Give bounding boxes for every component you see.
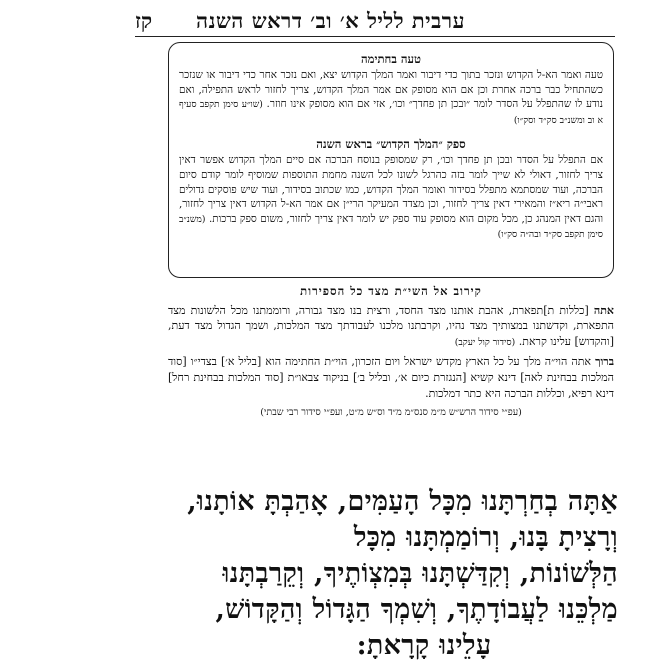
commentary-source-baruch: (עפ״י סידור הרש״ש מ״מ סנס״מ מ״ד וס״ש מ״ט, ועפ״י סידור רבי שבתי) <box>260 407 522 419</box>
page-number: קז <box>135 8 153 33</box>
commentary-paragraph-baruch <box>168 354 614 401</box>
page-header <box>135 6 615 37</box>
prayer-line: וְרָצִיתָ בָּנוּ, וְרוֹמַמְתָּנוּ מִכָּל <box>353 522 618 553</box>
box-paragraph-doubt <box>179 153 603 243</box>
prayer-text <box>140 484 618 664</box>
box-source-doubt: (משנ״ב סימן תקפב סק״ד ובה״ה סק״ו) <box>179 213 603 241</box>
box-paragraph-doubt-text: אם התפלל על הסדר ובכן תן פחדך וכו׳, רק שמסופק בנוסח הברכה אם סיים המלך הקדוש אפשר דאין צריך לחזור, דאולי לא שייך לומר בזה כהרגל לשונו לכל השנה מחמת התוספות שמוסיף לומר קודם סיום הברכה, ועוד שמסתמא מתפלל בסידור ואומר המלך הקדוש, כמו שכתוב בסידור, ועוד שיש פוסקים גדולים ראבי״ה ריא״ז והמאירי דאין צריך לחזור, וכן מצדד המעיקר הרי״ן אם אמר הא-ל הקדוש דאין צריך לחזור, והגם דאין המנהג כן, מכל מקום הוא מסופק עוד ספק יש לומר דאין צריך לחזור, משום ספק ברכות. <box>179 154 603 225</box>
commentary-lead-word-baruch: ברוך <box>595 355 615 369</box>
box-heading-mistake: טעה בחתימה <box>361 52 421 66</box>
box-heading-doubt: ספק ״המלך הקדוש״ בראש השנה <box>316 137 466 152</box>
prayer-line: הַלְּשׁוֹנוֹת, וְקִדַּשְׁתָּנוּ בְּמִצְוֹתֶיךָ, וְקֵרַבְתָּנוּ <box>222 558 618 589</box>
prayer-line: מַלְכֵּנוּ לַעֲבוֹדָתֶךָ, וְשִׁמְךָ הַגָּדוֹל וְהַקָּדוֹשׁ, <box>215 594 618 625</box>
commentary-text-ata: [כללות ת]תפארת, אהבת אותנו מצד החסד, ורצית בנו מצד גבורה, ורוממתנו מכל הלשונות מצד התפארת, וקדשתנו במצותיך מצד נהיו, וקרבתנו מלכנו לעבודתך מצד המלכות, ושמך הגדול מצד דעת, [והקדוש] עלינו קראת. <box>168 303 614 348</box>
box-source-mistake: (שו״ע סימן תקפב סעיף א וב ומשנ״ב סק״ד וסק״ו) <box>179 99 603 126</box>
box-paragraph-mistake <box>179 68 603 128</box>
prayer-line: אַתָּה בְחַרְתָּנוּ מִכָּל הָעַמִּים, אָהַבְתָּ אוֹתָנוּ, <box>187 486 618 517</box>
commentary-paragraph-ata <box>168 303 614 351</box>
halacha-box <box>168 42 614 278</box>
commentary-section <box>168 282 614 421</box>
running-title: ערבית לליל א׳ וב׳ דראש השנה <box>196 8 465 33</box>
prayer-line: עָלֵינוּ קָרָאתָ: <box>356 630 492 661</box>
commentary-heading: קירוב אל השי״ת מצד כל הספירות <box>300 284 482 298</box>
commentary-lead-word-ata: אתה <box>593 303 614 317</box>
commentary-source-ata: (סידור קול יעקב) <box>454 336 516 348</box>
commentary-text-baruch: אתה הוי״ה מלך על כל הארץ מקדש ישראל ויום הזכרון, הוי״ת החתימה הוא [בליל א׳] בצדי״ו [סוד המלכות בבחינת לאה] דינא קשיא [הנגזרת כיום א׳, ובליל ב׳] בניקוד צבאו״ת [סוד המלכות בבחינת רחל] דינא רפיא, וכללות הברכה היא כתר דמלכות. <box>168 355 614 400</box>
box-paragraph-mistake-text: טעה ואמר הא-ל הקדוש ונזכר בתוך כדי דיבור ואמר המלך הקדוש יצא, ואם נזכר אחר כדי דיבור או שנזכר כשהתחיל כבר ברכה אחרת וכן אם הוא מסופק אם אמר המלך הקדוש, צריך לחזור לראש התפילה, ואם נודע לו שהתפלל על הסדר לומר ״ובכן תן פחדך״ וכו׳, אזי אם הוא מסופק אינו חוזר. <box>179 69 603 111</box>
